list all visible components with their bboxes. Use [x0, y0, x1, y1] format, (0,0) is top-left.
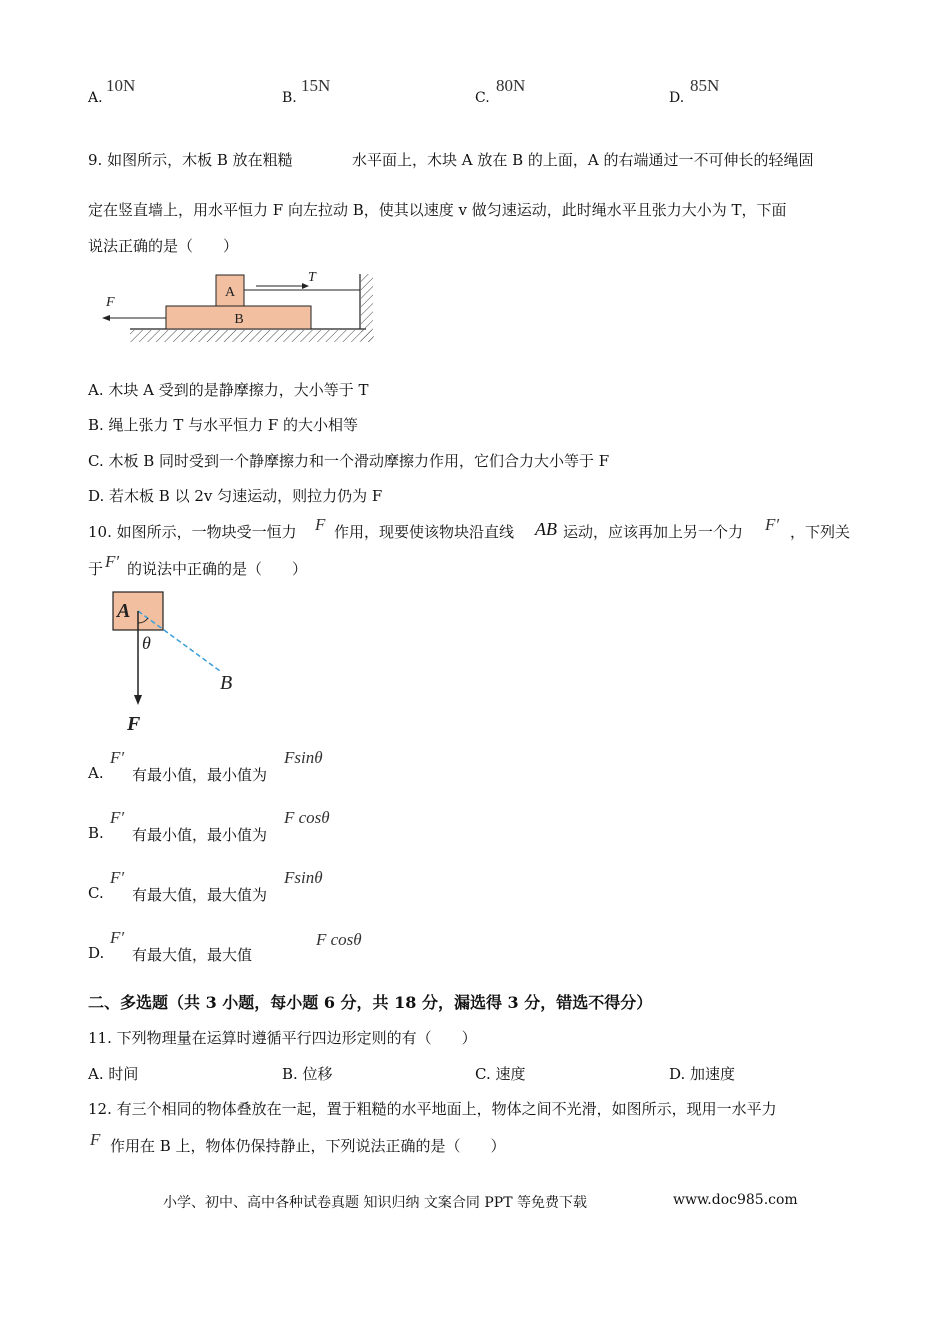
- q9-option-b: B. 绳上张力 T 与水平恒力 F 的大小相等: [88, 416, 359, 434]
- q10-option-d-letter: D.: [88, 944, 105, 962]
- q8-option-a-letter: A.: [88, 90, 103, 106]
- q8-option-c-letter: C.: [475, 90, 490, 106]
- q10-option-a-expr: Fsinθ: [284, 748, 323, 767]
- wall-hatch: [361, 274, 373, 342]
- q10-stem-line1b: 作用，现要使该物块沿直线: [334, 523, 515, 541]
- q9-stem-line2: 定在竖直墙上，用水平恒力 F 向左拉动 B，使其以速度 v 做匀速运动，此时绳水平且张力大小为 T，下面: [88, 201, 787, 219]
- ground-hatch: [130, 330, 374, 342]
- q10-stem-line1a: 10. 如图所示，一物块受一恒力: [88, 523, 297, 541]
- q8-option-b-value: 15N: [301, 76, 331, 95]
- q10-option-b-text: 有最小值，最小值为: [132, 826, 268, 844]
- q8-option-b-letter: B.: [282, 90, 297, 106]
- q12-force-symbol: F: [90, 1130, 101, 1149]
- q10-line-ab: AB: [535, 519, 557, 539]
- q10-fprime-symbol: F′: [765, 515, 780, 534]
- q10-stem-line1c: 运动，应该再加上另一个力: [563, 523, 744, 541]
- q8-option-d-value: 85N: [690, 76, 720, 95]
- q10-option-a-text: 有最小值，最小值为: [132, 766, 268, 784]
- q10-option-c-expr: Fsinθ: [284, 868, 323, 887]
- q8-option-a-value: 10N: [106, 76, 136, 95]
- q9-option-a: A. 木块 A 受到的是静摩擦力，大小等于 T: [88, 381, 369, 399]
- q12-stem-line1: 12. 有三个相同的物体叠放在一起，置于粗糙的水平地面上，物体之间不光滑，如图所示，现用一水平力: [88, 1100, 777, 1118]
- q9-stem-line3: 说法正确的是（ ）: [88, 237, 239, 255]
- q10-point-b-label: B: [220, 672, 233, 694]
- q9-stem-line1b: 水平面上，木块 A 放在 B 的上面，A 的右端通过一不可伸长的轻绳固: [352, 151, 814, 169]
- q10-angle-label: θ: [142, 633, 151, 653]
- q8-option-c-value: 80N: [496, 76, 526, 95]
- q10-stem-line1d: ，下列关: [790, 523, 851, 541]
- q11-option-b: B. 位移: [282, 1065, 333, 1083]
- q10-option-d-text: 有最大值，最大值: [132, 946, 253, 964]
- q10-option-b-letter: B.: [88, 824, 104, 842]
- q12-stem-line2: 作用在 B 上，物体仍保持静止，下列说法正确的是（ ）: [110, 1137, 506, 1155]
- q10-option-d-expr: F cosθ: [316, 930, 362, 949]
- q10-point-a-label: A: [117, 600, 131, 622]
- q11-stem: 11. 下列物理量在运算时遵循平行四边形定则的有（ ）: [88, 1029, 477, 1047]
- footer-url[interactable]: www.doc985.com: [673, 1192, 798, 1208]
- q10-option-c-symbol: F′: [110, 868, 125, 887]
- q9-figure: [96, 266, 386, 350]
- q10-option-a-symbol: F′: [110, 748, 125, 767]
- q11-option-d: D. 加速度: [669, 1065, 736, 1083]
- q9-option-c: C. 木板 B 同时受到一个静摩擦力和一个滑动摩擦力作用，它们合力大小等于 F: [88, 452, 610, 470]
- q9-stem-line1a: 9. 如图所示，木板 B 放在粗糙: [88, 151, 293, 169]
- force-label: F: [106, 295, 115, 310]
- q11-option-a: A. 时间: [88, 1065, 139, 1083]
- footer-text: 小学、初中、高中各种试卷真题 知识归纳 文案合同 PPT 等免费下载: [163, 1195, 587, 1211]
- board-b-label: B: [234, 312, 244, 327]
- q10-force-symbol: F: [315, 515, 326, 534]
- q10-stem-line2a: 于: [88, 560, 104, 578]
- q10-fprime-symbol-2: F′: [105, 552, 120, 571]
- q8-option-d-letter: D.: [669, 90, 685, 106]
- q10-option-c-text: 有最大值，最大值为: [132, 886, 268, 904]
- block-a-label: A: [224, 285, 236, 300]
- q10-option-b-expr: F cosθ: [284, 808, 330, 827]
- q10-stem-line2b: 的说法中正确的是（ ）: [127, 560, 308, 578]
- q10-option-b-symbol: F′: [110, 808, 125, 827]
- q9-option-d: D. 若木板 B 以 2v 匀速运动，则拉力仍为 F: [88, 487, 383, 505]
- q10-figure: [100, 585, 250, 735]
- q10-option-d-symbol: F′: [110, 928, 125, 947]
- q10-force-label: F: [127, 713, 141, 735]
- q11-option-c: C. 速度: [475, 1065, 526, 1083]
- section-2-title: 二、多选题（共 3 小题，每小题 6 分，共 18 分，漏选得 3 分，错选不得分）: [88, 993, 653, 1012]
- q10-option-c-letter: C.: [88, 884, 104, 902]
- q10-option-a-letter: A.: [88, 764, 104, 782]
- tension-label: T: [308, 270, 316, 285]
